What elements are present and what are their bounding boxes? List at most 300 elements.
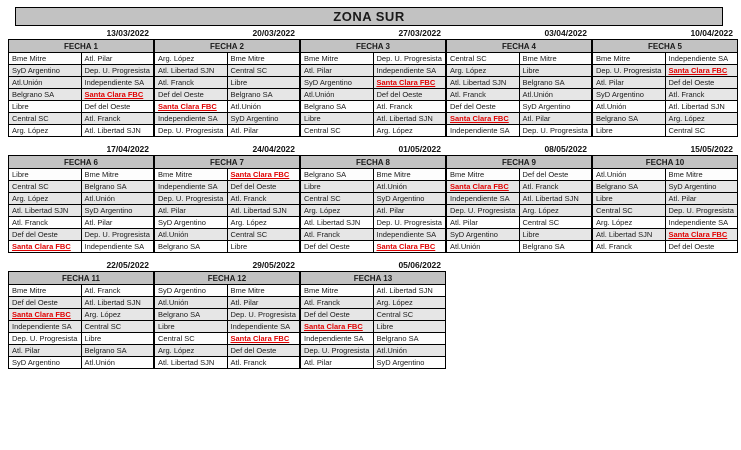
- home-team-cell: SyD Argentino: [155, 285, 228, 297]
- home-team-cell: Arg. López: [593, 217, 666, 229]
- round-date: 20/03/2022: [252, 28, 295, 38]
- home-team-cell: Atl. Libertad SJN: [447, 77, 520, 89]
- match-row: [301, 285, 446, 297]
- round-date: 29/05/2022: [252, 260, 295, 270]
- round-table: [446, 39, 592, 137]
- away-team-cell: Libre: [373, 321, 446, 333]
- match-row: [593, 113, 738, 125]
- round-header: FECHA 11: [9, 272, 154, 285]
- away-team-cell: Independiente SA: [373, 229, 446, 241]
- round-fecha-10: [592, 143, 738, 253]
- match-row: [301, 217, 446, 229]
- match-row: [155, 241, 300, 253]
- round-table: [8, 39, 154, 137]
- round-date: 27/03/2022: [398, 28, 441, 38]
- match-row: [155, 125, 300, 137]
- home-team-cell: Central SC: [301, 125, 374, 137]
- round-header: FECHA 7: [155, 156, 300, 169]
- home-team-cell: Central SC: [9, 113, 82, 125]
- home-team-cell: Atl. Franck: [301, 229, 374, 241]
- away-team-cell: Central SC: [227, 229, 300, 241]
- home-team-cell: Belgrano SA: [155, 309, 228, 321]
- highlighted-team-name: Santa Clara FBC: [668, 66, 728, 75]
- match-row: [301, 193, 446, 205]
- round-table: [8, 271, 154, 369]
- away-team-cell: Atl.Unión: [519, 89, 592, 101]
- home-team-cell: Central SC: [447, 53, 520, 65]
- home-team-cell: Arg. López: [447, 65, 520, 77]
- match-row: [9, 333, 154, 345]
- match-row: [155, 357, 300, 369]
- match-row: [155, 53, 300, 65]
- home-team-cell: Independiente SA: [9, 321, 82, 333]
- home-team-cell: Atl.Unión: [593, 101, 666, 113]
- away-team-cell: SyD Argentino: [373, 357, 446, 369]
- home-team-cell: [155, 101, 228, 113]
- home-team-cell: Atl. Pilar: [447, 217, 520, 229]
- round-fecha-7: [154, 143, 300, 253]
- home-team-cell: SyD Argentino: [593, 89, 666, 101]
- round-date: 13/03/2022: [106, 28, 149, 38]
- match-row: [593, 65, 738, 77]
- highlighted-team-name: Santa Clara FBC: [230, 334, 290, 343]
- away-team-cell: [373, 241, 446, 253]
- away-team-cell: Def del Oeste: [81, 101, 154, 113]
- round-fecha-6: [8, 143, 154, 253]
- match-row: [155, 229, 300, 241]
- page-title: ZONA SUR: [15, 7, 723, 26]
- match-row: [9, 285, 154, 297]
- match-row: [155, 205, 300, 217]
- match-row: [447, 205, 592, 217]
- match-row: [447, 113, 592, 125]
- away-team-cell: [373, 77, 446, 89]
- home-team-cell: SyD Argentino: [9, 65, 82, 77]
- away-team-cell: Dep. U. Progresista: [227, 309, 300, 321]
- match-row: [593, 229, 738, 241]
- away-team-cell: Independiente SA: [373, 65, 446, 77]
- away-team-cell: Bme Mitre: [519, 53, 592, 65]
- away-team-cell: Atl. Libertad SJN: [665, 101, 738, 113]
- home-team-cell: Def del Oeste: [301, 241, 374, 253]
- home-team-cell: Atl. Franck: [301, 297, 374, 309]
- home-team-cell: Def del Oeste: [301, 309, 374, 321]
- away-team-cell: Atl. Pilar: [81, 217, 154, 229]
- round-fecha-13: [300, 259, 446, 369]
- match-row: [155, 285, 300, 297]
- match-row: [155, 65, 300, 77]
- home-team-cell: Dep. U. Progresista: [593, 65, 666, 77]
- home-team-cell: Atl.Unión: [155, 229, 228, 241]
- home-team-cell: SyD Argentino: [301, 77, 374, 89]
- match-row: [155, 297, 300, 309]
- home-team-cell: Atl.Unión: [9, 77, 82, 89]
- home-team-cell: Atl. Pilar: [9, 345, 82, 357]
- home-team-cell: Atl. Pilar: [593, 77, 666, 89]
- home-team-cell: Libre: [301, 181, 374, 193]
- match-row: [9, 193, 154, 205]
- away-team-cell: Arg. López: [81, 309, 154, 321]
- away-team-cell: SyD Argentino: [81, 205, 154, 217]
- away-team-cell: Atl. Libertad SJN: [227, 205, 300, 217]
- home-team-cell: Independiente SA: [447, 193, 520, 205]
- away-team-cell: Independiente SA: [81, 77, 154, 89]
- round-table: [592, 39, 738, 137]
- round-date: 03/04/2022: [544, 28, 587, 38]
- away-team-cell: Independiente SA: [665, 53, 738, 65]
- home-team-cell: [9, 309, 82, 321]
- away-team-cell: Atl. Pilar: [227, 297, 300, 309]
- round-fecha-2: [154, 27, 300, 137]
- match-row: [301, 101, 446, 113]
- home-team-cell: Atl. Franck: [155, 77, 228, 89]
- away-team-cell: Atl. Libertad SJN: [373, 285, 446, 297]
- match-row: [301, 321, 446, 333]
- match-row: [9, 113, 154, 125]
- away-team-cell: Central SC: [519, 217, 592, 229]
- away-team-cell: [665, 229, 738, 241]
- round-table: [154, 39, 300, 137]
- home-team-cell: Belgrano SA: [593, 181, 666, 193]
- match-row: [301, 205, 446, 217]
- home-team-cell: Dep. U. Progresista: [155, 193, 228, 205]
- away-team-cell: Bme Mitre: [373, 169, 446, 181]
- home-team-cell: SyD Argentino: [447, 229, 520, 241]
- away-team-cell: [227, 333, 300, 345]
- home-team-cell: Arg. López: [155, 53, 228, 65]
- match-row: [9, 89, 154, 101]
- match-row: [301, 309, 446, 321]
- match-row: [593, 89, 738, 101]
- round-fecha-12: [154, 259, 300, 369]
- match-row: [301, 333, 446, 345]
- home-team-cell: Bme Mitre: [593, 53, 666, 65]
- match-row: [301, 113, 446, 125]
- away-team-cell: Def del Oeste: [227, 181, 300, 193]
- home-team-cell: Dep. U. Progresista: [155, 125, 228, 137]
- round-header: FECHA 10: [593, 156, 738, 169]
- round-table: [592, 155, 738, 253]
- home-team-cell: Dep. U. Progresista: [447, 205, 520, 217]
- away-team-cell: Dep. U. Progresista: [519, 125, 592, 137]
- match-row: [155, 169, 300, 181]
- away-team-cell: Libre: [81, 333, 154, 345]
- away-team-cell: SyD Argentino: [373, 193, 446, 205]
- home-team-cell: Central SC: [155, 333, 228, 345]
- home-team-cell: Belgrano SA: [593, 113, 666, 125]
- round-header: FECHA 12: [155, 272, 300, 285]
- match-row: [155, 193, 300, 205]
- match-row: [9, 345, 154, 357]
- home-team-cell: Bme Mitre: [9, 53, 82, 65]
- away-team-cell: Atl. Pilar: [519, 113, 592, 125]
- round-fecha-1: [8, 27, 154, 137]
- home-team-cell: Atl. Libertad SJN: [301, 217, 374, 229]
- home-team-cell: Bme Mitre: [301, 285, 374, 297]
- away-team-cell: Atl. Pilar: [373, 205, 446, 217]
- home-team-cell: Def del Oeste: [9, 297, 82, 309]
- home-team-cell: Libre: [593, 125, 666, 137]
- home-team-cell: Atl.Unión: [301, 89, 374, 101]
- match-row: [447, 181, 592, 193]
- away-team-cell: Atl. Franck: [519, 181, 592, 193]
- away-team-cell: Atl. Franck: [227, 357, 300, 369]
- highlighted-team-name: Santa Clara FBC: [376, 78, 436, 87]
- round-fecha-3: [300, 27, 446, 137]
- round-table: [154, 271, 300, 369]
- highlighted-team-name: Santa Clara FBC: [12, 310, 71, 319]
- highlighted-team-name: Santa Clara FBC: [158, 102, 217, 111]
- match-row: [9, 357, 154, 369]
- home-team-cell: Independiente SA: [155, 113, 228, 125]
- match-row: [9, 229, 154, 241]
- away-team-cell: Central SC: [665, 125, 738, 137]
- home-team-cell: Central SC: [9, 181, 82, 193]
- highlighted-team-name: Santa Clara FBC: [668, 230, 728, 239]
- match-row: [301, 241, 446, 253]
- away-team-cell: Atl. Franck: [81, 113, 154, 125]
- away-team-cell: [227, 169, 300, 181]
- match-row: [447, 65, 592, 77]
- away-team-cell: Atl. Pilar: [81, 53, 154, 65]
- home-team-cell: Atl. Libertad SJN: [593, 229, 666, 241]
- highlighted-team-name: Santa Clara FBC: [230, 170, 290, 179]
- match-row: [301, 297, 446, 309]
- home-team-cell: [447, 181, 520, 193]
- match-row: [593, 125, 738, 137]
- away-team-cell: Independiente SA: [81, 241, 154, 253]
- away-team-cell: Atl.Unión: [227, 101, 300, 113]
- home-team-cell: Atl. Pilar: [301, 65, 374, 77]
- away-team-cell: Dep. U. Progresista: [81, 229, 154, 241]
- home-team-cell: Atl. Franck: [447, 89, 520, 101]
- away-team-cell: Atl.Unión: [373, 181, 446, 193]
- home-team-cell: Atl.Unión: [593, 169, 666, 181]
- highlighted-team-name: Santa Clara FBC: [450, 114, 509, 123]
- match-row: [9, 53, 154, 65]
- away-team-cell: Atl. Pilar: [665, 193, 738, 205]
- away-team-cell: Arg. López: [373, 297, 446, 309]
- match-row: [155, 217, 300, 229]
- match-row: [301, 345, 446, 357]
- match-row: [593, 217, 738, 229]
- away-team-cell: Atl. Franck: [227, 193, 300, 205]
- away-team-cell: Def del Oeste: [665, 77, 738, 89]
- away-team-cell: Arg. López: [227, 217, 300, 229]
- away-team-cell: Belgrano SA: [519, 241, 592, 253]
- home-team-cell: Atl. Pilar: [155, 205, 228, 217]
- away-team-cell: Central SC: [373, 309, 446, 321]
- round-header: FECHA 8: [301, 156, 446, 169]
- home-team-cell: Belgrano SA: [9, 89, 82, 101]
- away-team-cell: Atl. Libertad SJN: [81, 125, 154, 137]
- away-team-cell: Belgrano SA: [81, 345, 154, 357]
- round-header: FECHA 9: [447, 156, 592, 169]
- home-team-cell: Atl.Unión: [447, 241, 520, 253]
- home-team-cell: [301, 321, 374, 333]
- round-fecha-8: [300, 143, 446, 253]
- home-team-cell: Atl.Unión: [155, 297, 228, 309]
- home-team-cell: Bme Mitre: [9, 285, 82, 297]
- match-row: [593, 193, 738, 205]
- match-row: [301, 181, 446, 193]
- away-team-cell: Libre: [519, 229, 592, 241]
- match-row: [9, 241, 154, 253]
- match-row: [447, 125, 592, 137]
- highlighted-team-name: Santa Clara FBC: [450, 182, 509, 191]
- rounds-container: [8, 27, 738, 375]
- away-team-cell: Atl. Franck: [373, 101, 446, 113]
- home-team-cell: Libre: [9, 169, 82, 181]
- away-team-cell: SyD Argentino: [227, 113, 300, 125]
- home-team-cell: Libre: [155, 321, 228, 333]
- home-team-cell: Arg. López: [155, 345, 228, 357]
- match-row: [447, 101, 592, 113]
- round-table: [154, 155, 300, 253]
- home-team-cell: Def del Oeste: [155, 89, 228, 101]
- round-date: 05/06/2022: [398, 260, 441, 270]
- round-header: FECHA 13: [301, 272, 446, 285]
- home-team-cell: Central SC: [301, 193, 374, 205]
- away-team-cell: Bme Mitre: [227, 285, 300, 297]
- match-row: [9, 217, 154, 229]
- round-header: FECHA 2: [155, 40, 300, 53]
- away-team-cell: Dep. U. Progresista: [81, 65, 154, 77]
- home-team-cell: SyD Argentino: [9, 357, 82, 369]
- round-date: 15/05/2022: [690, 144, 733, 154]
- match-row: [447, 241, 592, 253]
- round-table: [300, 271, 446, 369]
- match-row: [447, 169, 592, 181]
- match-row: [301, 229, 446, 241]
- home-team-cell: Atl. Franck: [9, 217, 82, 229]
- round-fecha-5: [592, 27, 738, 137]
- match-row: [9, 77, 154, 89]
- match-row: [593, 53, 738, 65]
- round-header: FECHA 3: [301, 40, 446, 53]
- match-row: [593, 205, 738, 217]
- round-fecha-4: [446, 27, 592, 137]
- match-row: [447, 89, 592, 101]
- round-table: [300, 155, 446, 253]
- away-team-cell: SyD Argentino: [519, 101, 592, 113]
- match-row: [447, 77, 592, 89]
- home-team-cell: Arg. López: [9, 193, 82, 205]
- away-team-cell: Dep. U. Progresista: [373, 53, 446, 65]
- match-row: [155, 309, 300, 321]
- round-date: 17/04/2022: [106, 144, 149, 154]
- round-header: FECHA 6: [9, 156, 154, 169]
- match-row: [9, 205, 154, 217]
- round-date: 01/05/2022: [398, 144, 441, 154]
- away-team-cell: Atl. Libertad SJN: [519, 193, 592, 205]
- home-team-cell: Libre: [301, 113, 374, 125]
- home-team-cell: Bme Mitre: [301, 53, 374, 65]
- away-team-cell: Bme Mitre: [665, 169, 738, 181]
- match-row: [447, 53, 592, 65]
- away-team-cell: Atl. Franck: [665, 89, 738, 101]
- away-team-cell: Belgrano SA: [227, 89, 300, 101]
- round-table: [300, 39, 446, 137]
- match-row: [155, 101, 300, 113]
- home-team-cell: Arg. López: [301, 205, 374, 217]
- home-team-cell: Independiente SA: [155, 181, 228, 193]
- round-table: [446, 155, 592, 253]
- away-team-cell: Def del Oeste: [227, 345, 300, 357]
- match-row: [155, 113, 300, 125]
- away-team-cell: Atl.Unión: [81, 193, 154, 205]
- rounds-row-1: [8, 27, 738, 137]
- home-team-cell: Bme Mitre: [155, 169, 228, 181]
- match-row: [9, 321, 154, 333]
- match-row: [301, 65, 446, 77]
- match-row: [155, 333, 300, 345]
- round-date: 10/04/2022: [690, 28, 733, 38]
- match-row: [447, 229, 592, 241]
- match-row: [301, 357, 446, 369]
- match-row: [593, 169, 738, 181]
- match-row: [593, 101, 738, 113]
- home-team-cell: Central SC: [593, 205, 666, 217]
- home-team-cell: Libre: [593, 193, 666, 205]
- away-team-cell: Belgrano SA: [519, 77, 592, 89]
- away-team-cell: Independiente SA: [665, 217, 738, 229]
- home-team-cell: SyD Argentino: [155, 217, 228, 229]
- away-team-cell: Def del Oeste: [373, 89, 446, 101]
- away-team-cell: Bme Mitre: [81, 169, 154, 181]
- home-team-cell: Libre: [9, 101, 82, 113]
- round-date: 22/05/2022: [106, 260, 149, 270]
- round-fecha-11: [8, 259, 154, 369]
- round-header: FECHA 5: [593, 40, 738, 53]
- away-team-cell: Independiente SA: [227, 321, 300, 333]
- away-team-cell: Def del Oeste: [665, 241, 738, 253]
- away-team-cell: Arg. López: [373, 125, 446, 137]
- match-row: [155, 345, 300, 357]
- match-row: [155, 89, 300, 101]
- home-team-cell: Bme Mitre: [447, 169, 520, 181]
- match-row: [9, 181, 154, 193]
- away-team-cell: Atl. Libertad SJN: [81, 297, 154, 309]
- match-row: [301, 169, 446, 181]
- away-team-cell: Dep. U. Progresista: [373, 217, 446, 229]
- home-team-cell: Dep. U. Progresista: [301, 345, 374, 357]
- away-team-cell: Atl.Unión: [81, 357, 154, 369]
- match-row: [301, 125, 446, 137]
- away-team-cell: Atl. Libertad SJN: [373, 113, 446, 125]
- away-team-cell: Libre: [227, 241, 300, 253]
- match-row: [301, 77, 446, 89]
- home-team-cell: Atl. Libertad SJN: [9, 205, 82, 217]
- away-team-cell: Atl. Pilar: [227, 125, 300, 137]
- highlighted-team-name: Santa Clara FBC: [304, 322, 363, 331]
- away-team-cell: Libre: [519, 65, 592, 77]
- round-header: FECHA 1: [9, 40, 154, 53]
- match-row: [155, 321, 300, 333]
- match-row: [593, 241, 738, 253]
- home-team-cell: Independiente SA: [447, 125, 520, 137]
- match-row: [301, 53, 446, 65]
- match-row: [301, 89, 446, 101]
- round-table: [8, 155, 154, 253]
- home-team-cell: Atl. Libertad SJN: [155, 357, 228, 369]
- round-header: FECHA 4: [447, 40, 592, 53]
- away-team-cell: Belgrano SA: [373, 333, 446, 345]
- match-row: [593, 77, 738, 89]
- match-row: [9, 65, 154, 77]
- round-date: 08/05/2022: [544, 144, 587, 154]
- away-team-cell: Bme Mitre: [227, 53, 300, 65]
